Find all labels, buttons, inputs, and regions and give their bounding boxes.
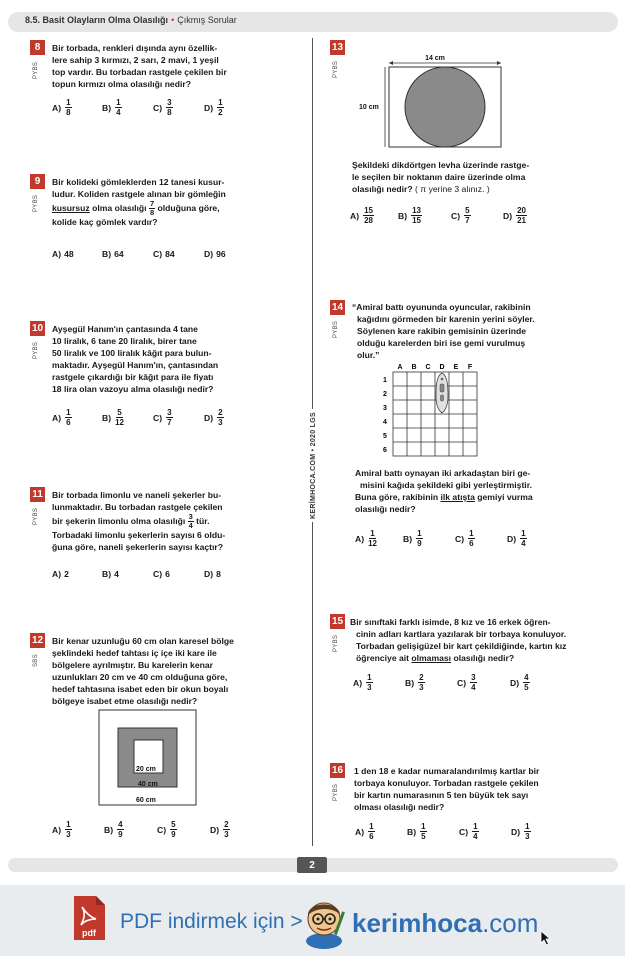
question-16-options xyxy=(355,822,532,841)
question-8-text: Bir torbada, renkleri dışında aynı özellik- lere sahip 3 kırmızı, 2 sarı, 2 mavi, 1 yeşil top vardır. Bu torbadan rastgele çekilen bir topun kırmızı olma olasılığı nedir? xyxy=(52,43,227,89)
option-d[interactable]: D) $\frac{1}{2}$ xyxy=(204,98,223,117)
option-d[interactable]: D) $\frac{1}{4}$ xyxy=(507,529,526,548)
rectangle-circle-figure xyxy=(355,50,515,150)
option-d[interactable]: D) $\frac{2}{3}$ xyxy=(210,820,229,839)
column-label: D xyxy=(439,364,445,371)
row-label: 1 xyxy=(383,377,387,384)
option-c[interactable]: C) $\frac{5}{9}$ xyxy=(157,820,176,839)
option-b[interactable]: B) $\frac{2}{3}$ xyxy=(405,673,424,692)
question-16-text: 1 den 18 e kadar numaralandırılmış kartlar bir torbaya konuluyor. Torbadan rastgele çekilen bir kartın numarasının 5 ten büyük tek sayı olması olasılığı nedir? xyxy=(354,766,540,812)
column-label: A xyxy=(397,364,403,371)
option-c[interactable]: C) 6 xyxy=(153,569,170,579)
option-a[interactable]: A) $\frac{1}{6}$ xyxy=(355,822,374,841)
option-c[interactable]: C) $\frac{3}{4}$ xyxy=(457,673,476,692)
pdf-file-icon[interactable] xyxy=(72,895,106,941)
option-d[interactable]: D) $\frac{1}{3}$ xyxy=(511,822,530,841)
option-a[interactable]: A) $\frac{1}{6}$ xyxy=(52,408,71,427)
option-b[interactable]: B) 64 xyxy=(102,249,124,259)
grid-row-labels xyxy=(383,377,387,454)
circle-region xyxy=(405,67,485,147)
column-label: F xyxy=(467,364,473,371)
option-b[interactable]: B) $\frac{5}{12}$ xyxy=(102,408,124,427)
question-tag: PYBS xyxy=(33,341,39,359)
question-tag: SBS xyxy=(33,654,39,667)
option-d[interactable]: D) $\frac{20}{21}$ xyxy=(503,206,526,225)
question-number-16: 16 xyxy=(331,765,344,776)
question-10-text: Ayşegül Hanım'ın çantasında 4 tane 10 liralık, 6 tane 20 liralık, birer tane 50 liralık ve 100 liralık kâğıt para bulun- maktadır. Ayşegül Hanım'ın, çantasından rastgele çıkardığı bir kâğıt para ile fiyatı 18 lira olan vazoyu alma olasılığı nedir? xyxy=(52,324,219,394)
page-header xyxy=(25,15,237,25)
question-13-text: Şekildeki dikdörtgen levha üzerinde rastge- le seçilen bir noktanın daire üzerinde olma olasılığı nedir? ( π yerine 3 alınız. ) xyxy=(352,160,530,194)
promo-text[interactable]: PDF indirmek için > xyxy=(120,910,303,933)
question-number-10: 10 xyxy=(31,323,44,334)
column-label: B xyxy=(411,364,417,371)
question-12-text: Bir kenar uzunluğu 60 cm olan karesel bölge şeklindeki hedef tahtası iç içe iki kare ile bölgelere ayrılmıştır. Bu karelerin kenar uzunlukları 20 cm ve 40 cm olduğuna göre, hedef tahtasına isabet eden bir okun boyalı bölgeye isabet etme olasılığı nedir? xyxy=(52,636,234,706)
question-tag: PYBS xyxy=(333,783,339,801)
option-c[interactable]: C) $\frac{1}{4}$ xyxy=(459,822,478,841)
question-tag: PYBS xyxy=(33,194,39,212)
question-15-options xyxy=(353,673,531,692)
option-c[interactable]: C) 84 xyxy=(153,249,175,259)
question-13-options xyxy=(350,206,528,225)
question-9-options xyxy=(52,249,226,259)
question-15-text: Bir sınıftaki farklı isimde, 8 kız ve 16 erkek öğren- cinin adları kartlara yazılarak bir torbaya konuluyor. Torbadan gelişigüzel bir kart çekildiğinde, kartın kız öğrenciye ait olmaması olasılığı nedir? xyxy=(350,617,567,663)
option-a[interactable]: A) $\frac{1}{3}$ xyxy=(52,820,71,839)
column-label: E xyxy=(453,364,459,371)
option-a[interactable]: A) $\frac{1}{3}$ xyxy=(353,673,372,692)
header-separator: • xyxy=(171,15,175,25)
option-c[interactable]: C) $\frac{1}{6}$ xyxy=(455,529,474,548)
question-11-options xyxy=(52,569,221,579)
battleship-grid xyxy=(380,362,490,460)
question-10-options xyxy=(52,408,225,427)
question-14-options xyxy=(355,529,528,548)
option-d[interactable]: D) 8 xyxy=(204,569,221,579)
section-title: 8.5. Basit Olayların Olma Olasılığı xyxy=(25,15,169,25)
option-d[interactable]: D) 96 xyxy=(204,249,226,259)
target-board-figure xyxy=(98,709,198,807)
question-number-9: 9 xyxy=(30,174,45,189)
option-a[interactable]: A) $\frac{15}{28}$ xyxy=(350,206,373,225)
option-d[interactable]: D) $\frac{2}{3}$ xyxy=(204,408,223,427)
option-d[interactable]: D) $\frac{4}{5}$ xyxy=(510,673,529,692)
option-c[interactable]: C) $\frac{3}{8}$ xyxy=(153,98,172,117)
mouse-cursor-icon xyxy=(540,930,552,946)
question-number-8: 8 xyxy=(30,40,45,55)
page-number: 2 xyxy=(297,857,327,873)
option-a[interactable]: A) 48 xyxy=(52,249,74,259)
option-b[interactable]: B) $\frac{13}{15}$ xyxy=(398,206,421,225)
option-a[interactable]: A) 2 xyxy=(52,569,69,579)
label-40cm: 40 cm xyxy=(138,781,158,788)
question-8-options xyxy=(52,98,225,117)
label-20cm: 20 cm xyxy=(136,766,156,773)
arrow-head xyxy=(497,61,501,65)
question-tag: PYBS xyxy=(333,320,339,338)
pdf-label: pdf xyxy=(82,928,96,938)
question-tag: PYBS xyxy=(333,60,339,78)
option-b[interactable]: B) 4 xyxy=(102,569,119,579)
row-label: 2 xyxy=(383,391,387,398)
option-a[interactable]: A) $\frac{1}{8}$ xyxy=(52,98,71,117)
option-b[interactable]: B) $\frac{1}{4}$ xyxy=(102,98,121,117)
question-tag: PYBS xyxy=(33,61,39,79)
question-tag: PYBS xyxy=(33,507,39,525)
question-number-15: 15 xyxy=(331,616,344,627)
row-label: 4 xyxy=(383,419,387,426)
width-label: 14 cm xyxy=(425,55,445,62)
option-c[interactable]: C) $\frac{5}{7}$ xyxy=(451,206,470,225)
option-c[interactable]: C) $\frac{3}{7}$ xyxy=(153,408,172,427)
question-number-12: 12 xyxy=(31,635,44,646)
question-number-13: 13 xyxy=(331,42,344,53)
vertical-brand: KERİMHOCA.COM • 2020 LGS xyxy=(303,400,323,530)
option-b[interactable]: B) $\frac{1}{9}$ xyxy=(403,529,422,548)
option-b[interactable]: B) $\frac{1}{5}$ xyxy=(407,822,426,841)
arrow-head xyxy=(389,61,393,65)
label-60cm: 60 cm xyxy=(136,797,156,804)
section-subtitle: Çıkmış Sorular xyxy=(177,15,237,25)
option-a[interactable]: A) $\frac{1}{12}$ xyxy=(355,529,377,548)
grid-lines xyxy=(393,372,477,456)
column-label: C xyxy=(425,364,431,371)
option-b[interactable]: B) $\frac{4}{9}$ xyxy=(104,820,123,839)
question-9-text: Bir kolideki gömleklerden 12 tanesi kusur- ludur. Koliden rastgele alınan bir gömleğin kusursuz olma olasılığı $\frac{7}{8}$ olduğuna göre, kolide kaç gömlek vardır? xyxy=(52,177,226,227)
question-14-text: “Amiral battı oyununda oyuncular, rakibinin kağıdını görmeden bir karenin yerini söyler. Söylenen kare rakibin gemisinin üzerinde olduğu karelerden biri ise gemi vurulmuş olur.” xyxy=(352,302,535,360)
height-label: 10 cm xyxy=(359,104,379,111)
ship-icon xyxy=(436,373,448,413)
question-12-options xyxy=(52,820,231,839)
brand-logo-text[interactable]: kerimhoca.com xyxy=(352,908,539,938)
question-tag: PYBS xyxy=(333,634,339,652)
row-label: 5 xyxy=(383,433,387,440)
question-number-14: 14 xyxy=(331,302,344,313)
question-14-text-2: Amiral battı oynayan iki arkadaştan biri ge- misini kağıda şekildeki gibi yerleştirmiştir. Buna göre, rakibinin ilk atışta gemiyi vurma olasılığı nedir? xyxy=(355,468,533,514)
row-label: 3 xyxy=(383,405,387,412)
teacher-mascot-icon xyxy=(298,893,350,949)
question-number-11: 11 xyxy=(30,487,45,502)
row-label: 6 xyxy=(383,447,387,454)
grid-column-labels xyxy=(397,364,472,371)
question-11-text: Bir torbada limonlu ve naneli şekerler bu- lunmaktadır. Bu torbadan rastgele çekilen bir şekerin limonlu olma olasılığı $\frac{3}{4}$ tür. Torbadaki limonlu şekerlerin sayısı 6 oldu- ğuna göre, naneli şekerlerin sayısı kaçtır? xyxy=(52,490,226,552)
